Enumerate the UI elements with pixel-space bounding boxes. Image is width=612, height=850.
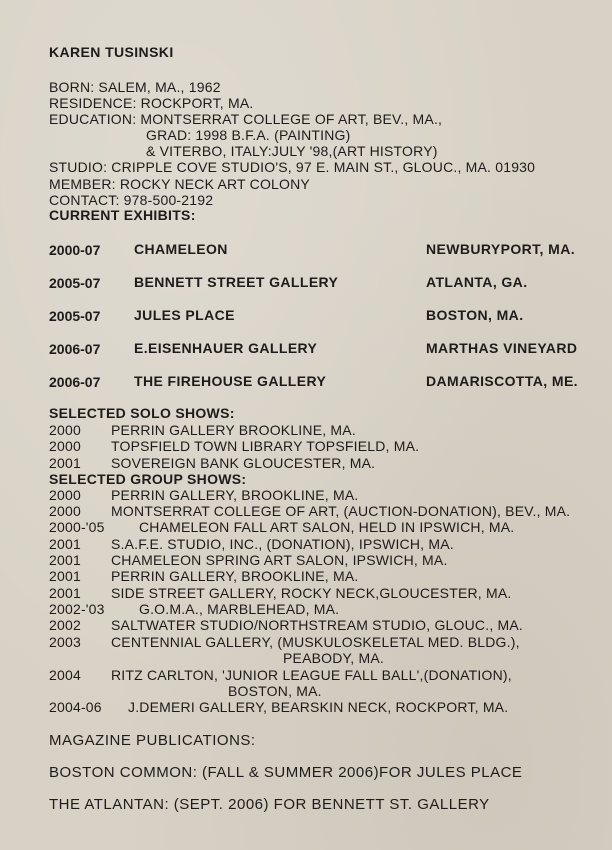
group-year: 2000-'05	[49, 519, 105, 535]
group-show-continued: BOSTON, MA.	[228, 683, 322, 699]
solo-show: PERRIN GALLERY BROOKLINE, MA.	[111, 422, 356, 438]
group-year: 2001	[49, 568, 81, 584]
publications-heading: MAGAZINE PUBLICATIONS:	[49, 732, 256, 749]
exhibit-venue: JULES PLACE	[134, 307, 235, 323]
group-show: MONTSERRAT COLLEGE OF ART, (AUCTION-DONATION), BEV., MA.	[111, 503, 571, 519]
solo-year: 2001	[49, 455, 81, 471]
group-year: 2002	[49, 617, 81, 633]
exhibit-years: 2005-07	[49, 275, 101, 291]
group-year: 2002-'03	[49, 601, 105, 617]
publication-item: BOSTON COMMON: (FALL & SUMMER 2006)FOR JULES PLACE	[49, 764, 523, 781]
exhibit-venue: E.EISENHAUER GALLERY	[134, 340, 318, 356]
group-show: SIDE STREET GALLERY, ROCKY NECK,GLOUCESTER, MA.	[111, 585, 512, 601]
group-year: 2003	[49, 634, 81, 650]
solo-year: 2000	[49, 438, 81, 454]
exhibit-location: BOSTON, MA.	[426, 307, 524, 323]
group-year: 2004	[49, 667, 81, 683]
group-shows-heading: SELECTED GROUP SHOWS:	[49, 471, 247, 487]
group-show: CHAMELEON SPRING ART SALON, IPSWICH, MA.	[111, 552, 448, 568]
education-line-3: & VITERBO, ITALY:JULY '98,(ART HISTORY)	[146, 143, 438, 159]
residence-line: RESIDENCE: ROCKPORT, MA.	[49, 95, 254, 111]
born-line: BORN: SALEM, MA., 1962	[49, 79, 221, 95]
exhibit-venue: BENNETT STREET GALLERY	[134, 274, 339, 290]
group-year: 2001	[49, 552, 81, 568]
group-year: 2000	[49, 503, 81, 519]
exhibit-years: 2006-07	[49, 374, 101, 390]
group-show: J.DEMERI GALLERY, BEARSKIN NECK, ROCKPORT, MA.	[128, 699, 509, 715]
group-show-continued: PEABODY, MA.	[283, 650, 384, 666]
solo-show: TOPSFIELD TOWN LIBRARY TOPSFIELD, MA.	[111, 438, 420, 454]
current-exhibits-heading: CURRENT EXHIBITS:	[49, 207, 196, 223]
member-line: MEMBER: ROCKY NECK ART COLONY	[49, 176, 310, 192]
solo-year: 2000	[49, 422, 81, 438]
group-year: 2001	[49, 585, 81, 601]
artist-name: KAREN TUSINSKI	[49, 44, 174, 60]
exhibit-location: NEWBURYPORT, MA.	[426, 241, 575, 257]
solo-shows-heading: SELECTED SOLO SHOWS:	[49, 405, 235, 421]
exhibit-location: MARTHAS VINEYARD	[426, 340, 578, 356]
exhibit-venue: THE FIREHOUSE GALLERY	[134, 373, 327, 389]
group-show: CENTENNIAL GALLERY, (MUSKULOSKELETAL MED. BLDG.),	[111, 634, 520, 650]
contact-line: CONTACT: 978-500-2192	[49, 192, 214, 208]
exhibit-venue: CHAMELEON	[134, 241, 228, 257]
group-year: 2001	[49, 536, 81, 552]
group-year: 2004-06	[49, 699, 102, 715]
group-show: PERRIN GALLERY, BROOKLINE, MA.	[111, 568, 359, 584]
exhibit-location: ATLANTA, GA.	[426, 274, 528, 290]
group-show: SALTWATER STUDIO/NORTHSTREAM STUDIO, GLOUC., MA.	[111, 617, 523, 633]
solo-show: SOVEREIGN BANK GLOUCESTER, MA.	[111, 455, 376, 471]
group-show: RITZ CARLTON, 'JUNIOR LEAGUE FALL BALL',(DONATION),	[111, 667, 512, 683]
exhibit-location: DAMARISCOTTA, ME.	[426, 373, 578, 389]
group-show: CHAMELEON FALL ART SALON, HELD IN IPSWICH, MA.	[139, 519, 515, 535]
exhibit-years: 2005-07	[49, 308, 101, 324]
publication-item: THE ATLANTAN: (SEPT. 2006) FOR BENNETT ST. GALLERY	[49, 796, 490, 813]
group-show: PERRIN GALLERY, BROOKLINE, MA.	[111, 487, 359, 503]
group-show: G.O.M.A., MARBLEHEAD, MA.	[139, 601, 340, 617]
exhibit-years: 2006-07	[49, 341, 101, 357]
exhibit-years: 2000-07	[49, 242, 101, 258]
group-year: 2000	[49, 487, 81, 503]
education-line-2: GRAD: 1998 B.F.A. (PAINTING)	[146, 127, 351, 143]
studio-line: STUDIO: CRIPPLE COVE STUDIO'S, 97 E. MAIN ST., GLOUC., MA. 01930	[49, 159, 536, 175]
group-show: S.A.F.E. STUDIO, INC., (DONATION), IPSWICH, MA.	[111, 536, 454, 552]
education-line-1: EDUCATION: MONTSERRAT COLLEGE OF ART, BEV., MA.,	[49, 111, 443, 127]
